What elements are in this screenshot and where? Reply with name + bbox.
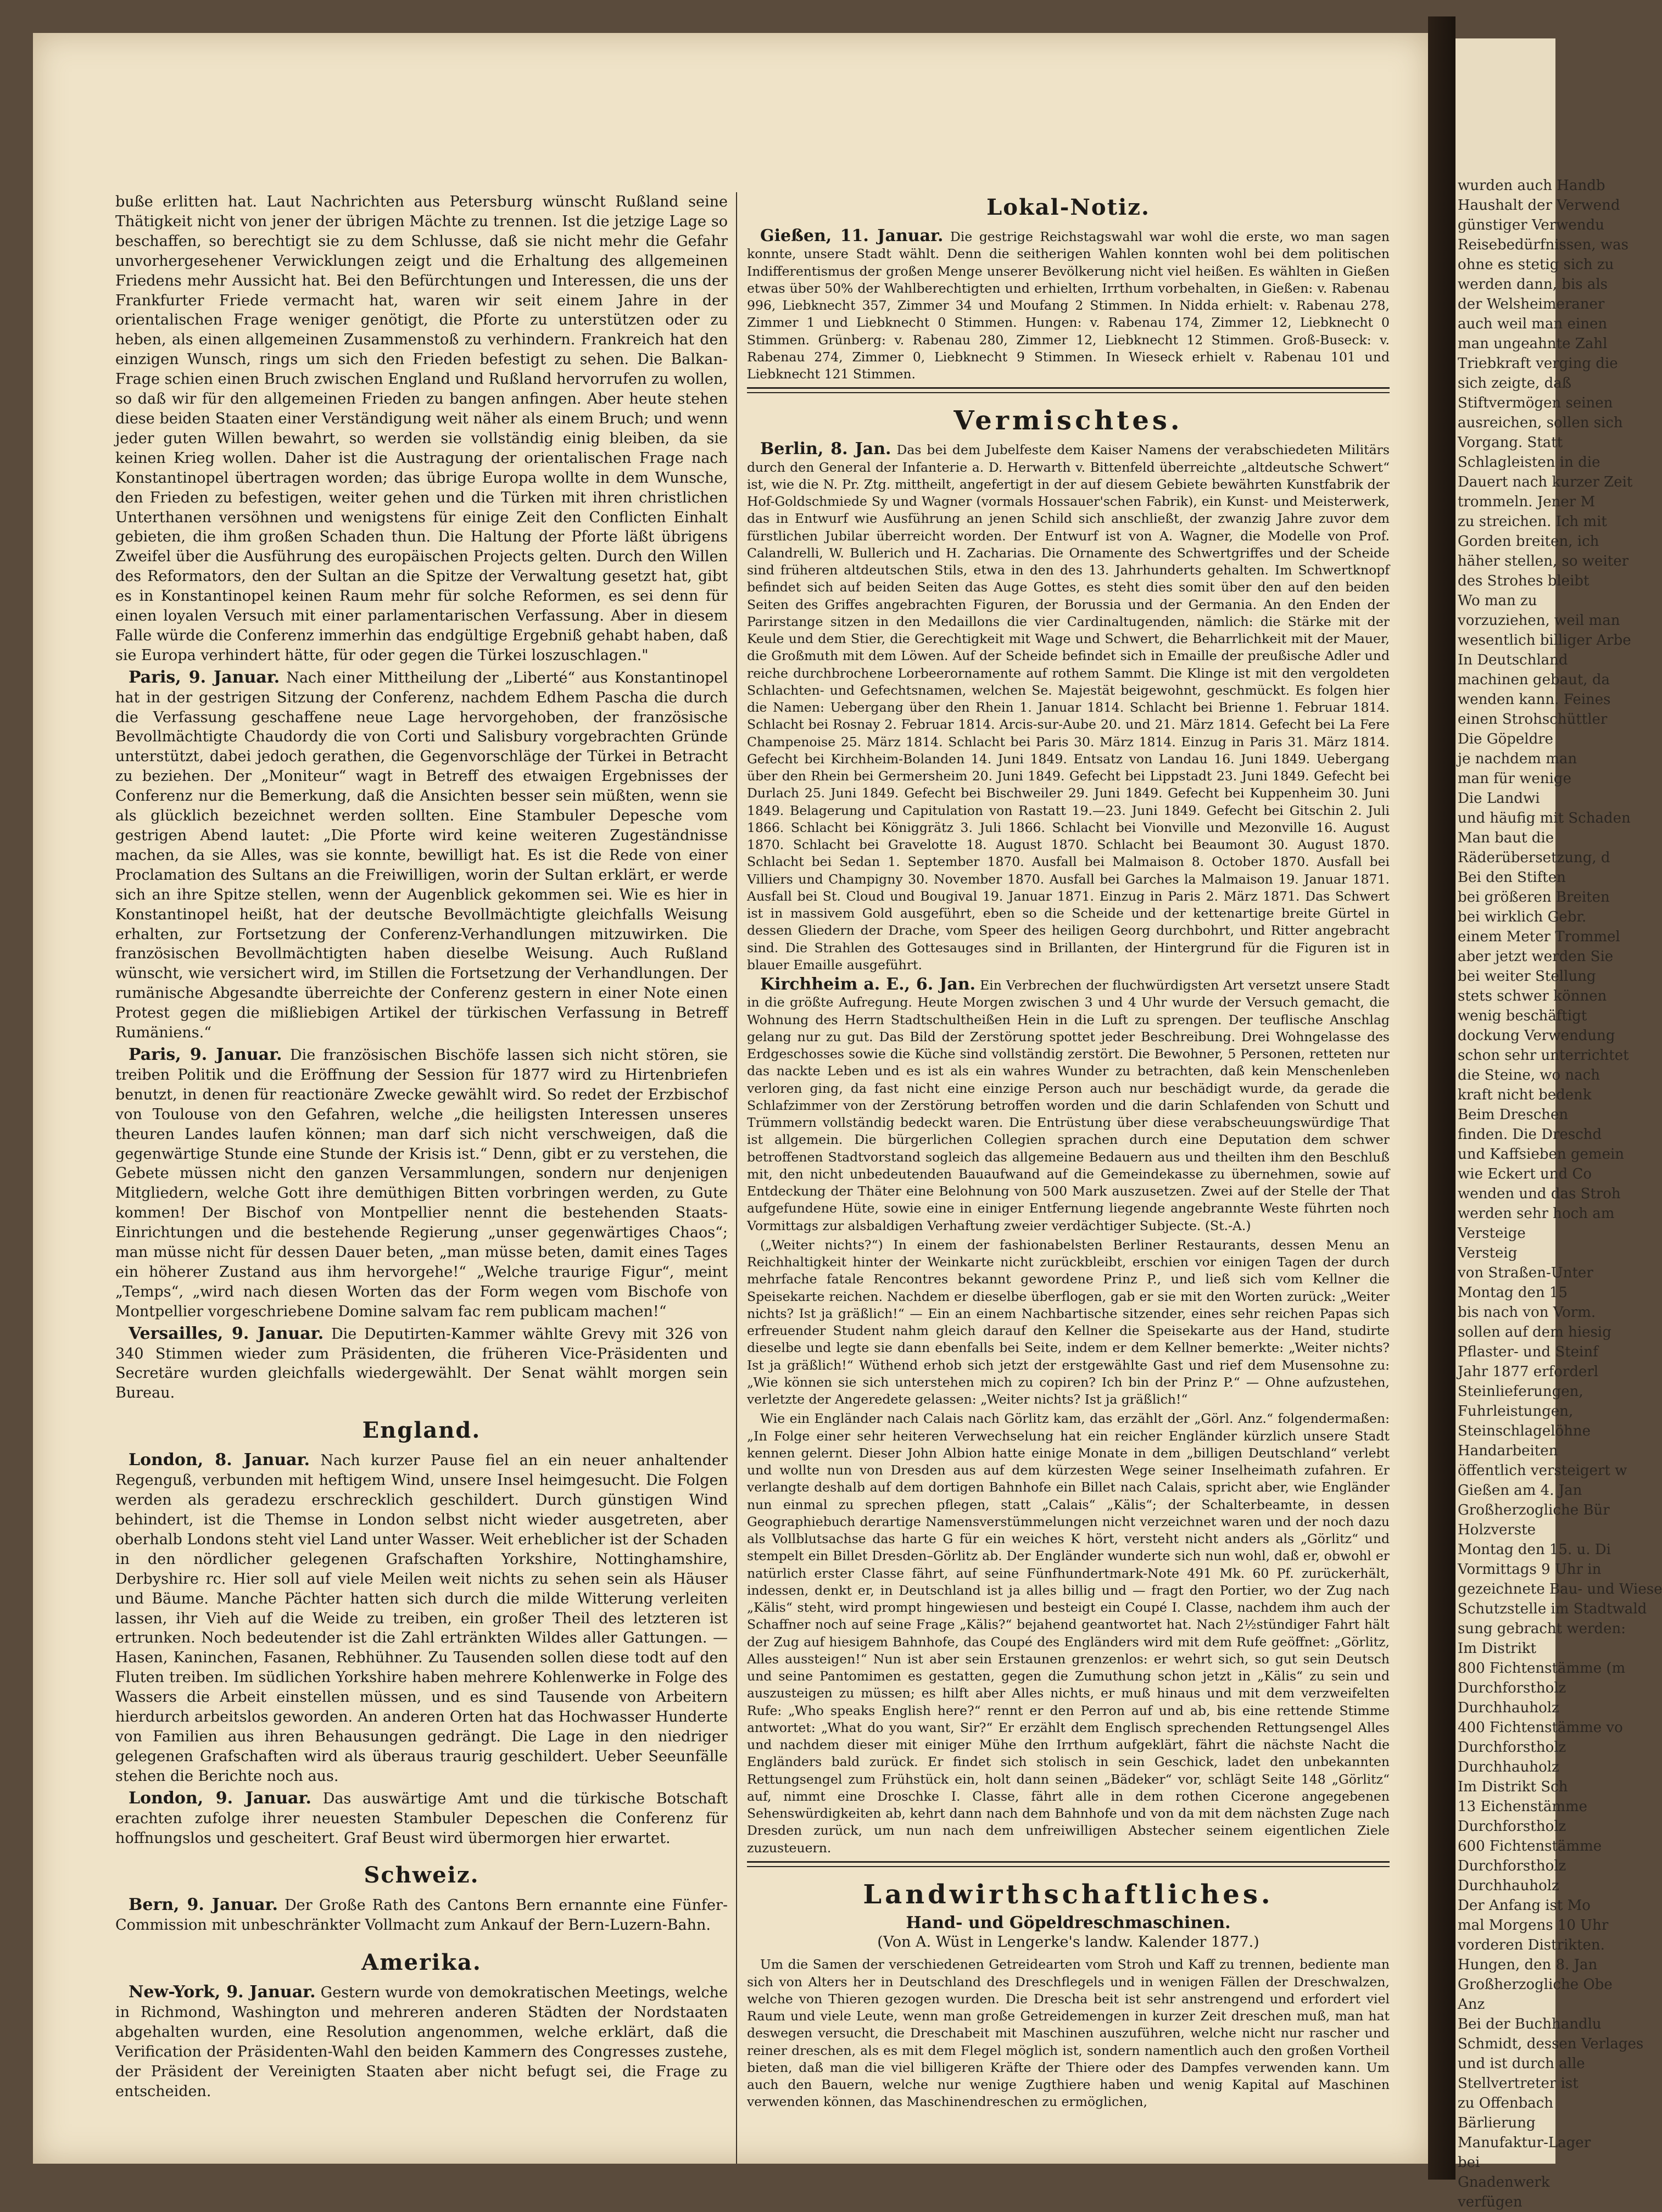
adjacent-page-text-fragment: vorderen Distrikten. xyxy=(1458,1937,1605,1953)
adjacent-page-text-fragment: machinen gebaut, da xyxy=(1458,672,1610,688)
adjacent-page-text-fragment: wenden und das Stroh xyxy=(1458,1186,1621,1202)
article-body: Gestern wurde von demokratischen Meetings, welche in Richmond, Washington und mehreren anderen Städten der Nordstaaten abgehalten wurden, eine Resolution angenommen, welche erklärt, daß die Verification der Präsidenten-Wahl den beiden Kammern des Congresses zustehe, der Präsident der Vereinigten Staaten aber nicht befugt sei, die Frage zu entscheiden. xyxy=(115,1984,728,2100)
adjacent-page-text-fragment: Bei der Buchhandlu xyxy=(1458,2016,1602,2032)
adjacent-page-text-fragment: Durchforstholz xyxy=(1458,1739,1566,1756)
adjacent-page-text-fragment: Durchhauholz xyxy=(1458,1878,1559,1894)
adjacent-page-text-fragment: Haushalt der Verwend xyxy=(1458,197,1620,214)
section-heading-landwirthschaftliches: Landwirthschaftliches. xyxy=(863,1879,1274,1910)
adjacent-page-text-fragment: Montag den 15 xyxy=(1458,1284,1568,1301)
adjacent-page-text-fragment: Durchhauholz xyxy=(1458,1759,1559,1775)
article-berlin xyxy=(747,440,1390,974)
dateline: Versailles, 9. Januar. xyxy=(129,1323,324,1343)
section-heading-schweiz: Schweiz. xyxy=(364,1862,479,1889)
adjacent-page-text-fragment: Handarbeiten xyxy=(1458,1443,1558,1459)
adjacent-page-text-fragment: Fuhrleistungen, xyxy=(1458,1403,1574,1420)
article-landw: Um die Samen der verschiedenen Getreidearten vom Stroh und Kaff zu trennen, bediente man sich von Alters her in Deutschland des Dreschflegels und in wenigen Fällen der Dreschwalzen, welche von Thieren gezogen wurden. Die Drescha beit ist sehr anstrengend und erfordert viel Raum und viele Leute, wenn man große Getreidemengen in kurzer Zeit dreschen muß, man hat deswegen versucht, die Dreschabeit mit Maschinen auszuführen, welche nicht nur rascher und reiner dreschen, als es mit dem Flegel möglich ist, sondern namentlich auch den großen Vortheil bieten, daß man die viel billigeren Kräfte der Thiere oder des Dampfes verwenden kann. Um auch den Bauern, welche nur wenige Zugthiere haben und wenig Kapital auf Maschinen verwenden können, das Maschinendreschen zu ermöglichen, xyxy=(747,1957,1390,2110)
article-turkey-intro: buße erlitten hat. Laut Nachrichten aus Petersburg wünscht Rußland seine Thätigkeit nicht von jener der übrigen Mächte zu trennen. Ist die jetzige Lage so beschaffen, so berechtigt sie zu dem Schlusse, daß sie nicht mehr die Gefahr unvorhergesehener Verwicklungen zeigt und die Erhaltung des allgemeinen Friedens mehr Aussicht hat. Bei den Befürchtungen und Interessen, die uns der Frankfurter Friede vermacht hat, waren wir seit einem Jahre in der orientalischen Frage weniger genötigt, die Pforte zu unterstützen oder zu heben, als einen allgemeinen Zusammenstoß zu verhindern. Frankreich hat den einzigen Wunsch, rings um sich den Frieden befestigt zu sehen. Die Balkan-Frage schien einen Bruch zwischen England und Rußland hervorrufen zu wollen, so daß wir für den allgemeinen Frieden zu bangen anfingen. Aber heute stehen diese beiden Staaten einer Verständigung weit näher als einem Bruch; und wenn jeder guten Willen bewahrt, so werden sie vollständig einig bleiben, da sie keinen Krieg wollen. Daher ist die Austragung der orientalischen Frage nach Konstantinopel übertragen worden; das übrige Europa wollte in dem Wunsche, den Frieden zu befestigen, weiter gehen und die Türken mit ihren christlichen Unterthanen versöhnen und wenigstens für einige Zeit den Conflicten Einhalt gebieten, die ihm großen Schaden thun. Die Haltung der Pforte läßt übrigens Zweifel über die Ausführung des europäischen Projects gelten. Durch den Willen des Reformators, den der Sultan an die Spitze der Verwaltung gesetzt hat, gibt es in Konstantinopel keinen Raum mehr für solche Reformen, es sei denn für einen loyalen Versuch mit einer parlamentarischen Verfassung. Aber in diesem Falle würde die Conferenz immerhin das endgültige Ergebniß gehabt haben, daß sie Europa verhindert hätte, für oder gegen die Türkei loszuschlagen." xyxy=(115,193,728,664)
adjacent-page-text-fragment: bei weiter Stellung xyxy=(1458,968,1596,985)
adjacent-page-text-fragment: Versteige xyxy=(1458,1225,1526,1242)
adjacent-page-text-fragment: sollen auf dem hiesig xyxy=(1458,1324,1611,1340)
newspaper-page xyxy=(33,33,1428,2164)
section-heading-amerika: Amerika. xyxy=(361,1950,482,1976)
adjacent-page-text-fragment: bei xyxy=(1458,2154,1480,2171)
adjacent-page-text-fragment: Montag den 15. u. Di xyxy=(1458,1541,1611,1558)
adjacent-page-text-fragment: bei wirklich Gebr. xyxy=(1458,909,1587,925)
article-body: Nach einer Mittheilung der „Liberté“ aus Konstantinopel hat in der gestrigen Sitzung der Conferenz, nachdem Edhem Pascha die durch die Verfassung geschaffene neue Lage hervorgehoben, der französische Bevollmächtigte Chaudordy die von Corti und Salisbury vorgebrachten Gründe unterstützt, dabei jedoch gerathen, die Gegenvorschläge der Türkei in Betracht zu beziehen. Der „Moniteur“ wagt in Betreff des etwaigen Ergebnisses der Conferenz nur die Bemerkung, daß die Ansichten besser sein müßten, wenn sie als glücklich bezeichnet werden sollten. Eine Stambuler Depesche vom gestrigen Abend lautet: „Die Pforte wird keine weiteren Zugeständnisse machen, da sie Alles, was sie konnte, bewilligt hat. Es ist die Rede von einer Proclamation des Sultans an die Freiwilligen, worin der Sultan erklärt, er werde sich an ihre Spitze stellen, wenn der Augenblick gekommen sei. Wie es hier in Konstantinopel heißt, hat der deutsche Bevollmächtigte gleichfalls Weisung erhalten, zur Fortsetzung der Conferenz-Verhandlungen mitzuwirken. Die französischen Bevollmächtigten haben dieselbe Weisung. Auch Rußland wünscht, wie versichert wird, im Stillen die Fortsetzung der Verhandlungen. Der rumänische Abgesandte überreichte der Conferenz gestern in einer Note einen Protest gegen die mißliebigen Artikel der türkischen Verfassung in Betreff Rumäniens.“ xyxy=(115,669,728,1042)
adjacent-page-text-fragment: Die Landwi xyxy=(1458,790,1540,807)
article-bern xyxy=(115,1895,728,1935)
adjacent-page-text-fragment: bis nach von Vorm. xyxy=(1458,1304,1596,1321)
adjacent-page-text-fragment: sich zeigte, daß xyxy=(1458,375,1572,392)
adjacent-page-text-fragment: Bei den Stiften xyxy=(1458,869,1566,886)
article-london-1 xyxy=(115,1450,728,1786)
adjacent-page-edge xyxy=(1455,38,1662,2210)
article-body: Das bei dem Jubelfeste dem Kaiser Namens der verabschiedeten Militärs durch den General der Infanterie a. D. Herwarth v. Bittenfeld überreichte „altdeutsche Schwert“ ist, wie die N. Pr. Ztg. mittheilt, angefertigt in der auf diesem Gebiete bewährten Kunstfabrik der Hof-Goldschmiede Sy und Wagner (vormals Hossauer'schen Fabrik), ein Kunst- und Meisterwerk, das in Entwurf wie Ausführung an jenen Schild sich anschließt, der zwanzig Jahre zuvor dem fürstlichen Jubilar überreicht worden. Der Entwurf ist von A. Wagner, die Modelle von Prof. Calandrelli, W. Bullerich und H. Zacharias. Die Ornamente des Schwertgriffes und der Scheide sind früheren altdeutschen Stils, etwa in den des 13. Jahrhunderts gehalten. Im Schwertknopf befindet sich auf beiden Seiten das Auge Gottes, es steht dies somit über den auf den beiden Seiten des Griffes angebrachten Figuren, der Borussia und der Germania. An den Enden der Parirstange sitzen in den Medaillons die vier Cardinaltugenden, nämlich: die Stärke mit der Keule und dem Stier, die Gerechtigkeit mit Wage und Schwert, die Beharrlichkeit mit der Mauer, die Großmuth mit dem Löwen. Auf der Scheide befindet sich in Emaille der preußische Adler und reiche durchbrochene Lorbeerornamente auf rothem Sammt. Die Klinge ist mit den vergoldeten Schlachten- und Gefechtsnamen, welchen Se. Majestät beigewohnt, geschmückt. Es folgen hier die Namen: Uebergang über den Rhein 1. Januar 1814. Schlacht bei Brienne 1. Februar 1814. Schlacht bei Rosnay 2. Februar 1814. Arcis-sur-Aube 20. und 21. März 1814. Gefecht bei La Fere Champenoise 25. März 1814. Schlacht bei Paris 30. März 1814. Einzug in Paris 31. März 1814. Gefecht bei Kirchheim-Bolanden 14. Juni 1849. Entsatz von Landau 16. Juni 1849. Uebergang über den Rhein bei Germersheim 20. Juni 1849. Gefecht bei Lippstadt 23. Juni 1849. Gefecht bei Durlach 25. Juni 1849. Gefecht bei Bischweiler 29. Juni 1849. Gefecht bei Kuppenheim 30. Juni 1849. Belagerung und Capitulation von Rastatt 19.—23. Juni 1849. Gefecht bei Gitschin 2. Juli 1866. Schlacht bei Königgrätz 3. Juli 1866. Schlacht bei Vionville und Mezonville 16. August 1870. Schlacht bei Gravelotte 18. August 1870. Schlacht bei Beaumont 30. August 1870. Schlacht bei Sedan 1. September 1870. Ausfall bei Malmaison 8. October 1870. Ausfall bei Villiers und Champigny 30. November 1870. Ausfall bei Garches la Malmaison 19. Januar 1871. Ausfall bei St. Cloud und Bougival 19. Januar 1871. Einzug in Paris 2. März 1871. Das Schwert ist in massivem Gold ausgeführt, eben so die Scheide und der kettenartige breite Gürtel in dessen Gliedern der Drache, vom Speer des heiligen Georg durchbohrt, und Ritter angebracht sind. Die Strahlen des Gottesauges sind in Brillanten, der Hintergrund für die Figuren ist in blauer Emaille ausgeführt. xyxy=(747,442,1390,973)
adjacent-page-text-fragment: häher stellen, so weiter xyxy=(1458,553,1629,569)
adjacent-page-text-fragment: des Strohes bleibt xyxy=(1458,573,1590,589)
adjacent-page-text-fragment: je nachdem man xyxy=(1458,751,1577,767)
adjacent-page-text-fragment: ohne es stetig sich zu xyxy=(1458,256,1614,273)
dateline: London, 9. Januar. xyxy=(129,1788,311,1808)
adjacent-page-text-fragment: Steinlieferungen, xyxy=(1458,1383,1583,1400)
adjacent-page-text-fragment: In Deutschland xyxy=(1458,652,1568,668)
article-london-2 xyxy=(115,1789,728,1848)
adjacent-page-text-fragment: Im Distrikt Sch xyxy=(1458,1779,1568,1795)
adjacent-page-text-fragment: vorzuziehen, weil man xyxy=(1458,612,1620,629)
column-divider xyxy=(736,192,737,2164)
adjacent-page-text-fragment: trommeln. Jener M xyxy=(1458,494,1596,510)
adjacent-page-text-fragment: günstiger Verwendu xyxy=(1458,217,1604,233)
adjacent-page-text-fragment: öffentlich versteigert w xyxy=(1458,1462,1627,1479)
adjacent-page-text-fragment: Räderübersetzung, d xyxy=(1458,850,1610,866)
adjacent-page-text-fragment: werden dann, bis als xyxy=(1458,276,1608,293)
article-paris-2 xyxy=(115,1045,728,1322)
adjacent-page-text-fragment: kraft nicht bedenk xyxy=(1458,1087,1592,1103)
adjacent-page-text-fragment: Reisebedürfnissen, was xyxy=(1458,237,1628,253)
adjacent-page-text-fragment: Gorden breiten, ich xyxy=(1458,533,1599,550)
adjacent-page-text-fragment: und Kaffsieben gemein xyxy=(1458,1146,1625,1163)
adjacent-page-text-fragment: Dauert nach kurzer Zeit xyxy=(1458,474,1633,490)
section-rule xyxy=(747,1861,1390,1867)
dateline: Paris, 9. Januar. xyxy=(129,667,280,687)
adjacent-page-text-fragment: gezeichnete Bau- und Wiese xyxy=(1458,1581,1662,1597)
adjacent-page-text-fragment: Anz xyxy=(1458,1996,1485,2013)
article-body: Die französischen Bischöfe lassen sich nicht stören, sie treiben Politik und die Eröffnung der Session für 1877 wird zu Hirtenbriefen benutzt, in denen für reactionäre Zwecke gewählt wird. So redet der Erzbischof von Toulouse von den Gefahren, welche „die heiligsten Interessen unseres theuren Landes laufen können; man darf sich nicht verschweigen, daß die gegenwärtige Stunde eine Stunde der Krisis ist.“ Denn, gibt er zu verstehen, die Gebete müssen nicht den ganzen Versammlungen, sondern nur denjenigen Mitgliedern, welche Gott ihre demüthigen Bitten vorbringen werden, zu Gute kommen! Der Bischof von Montpellier nennt die bestehenden Staats-Einrichtungen und die bestehende Regierung „unser gegenwärtiges Chaos“; man müsse nicht für dessen Dauer beten, „man müsse beten, damit eines Tages ein höherer Zustand aus ihm hervorgehe!“ „Welche traurige Figur“, meint „Temps“, „wird nach diesen Worten das der Form wegen vom Bischofe von Montpellier vorgeschriebene Domine salvam fac rem publicam machen!“ xyxy=(115,1046,728,1320)
adjacent-page-text-fragment: Gießen am 4. Jan xyxy=(1458,1482,1582,1499)
article-paris-1 xyxy=(115,668,728,1043)
article-body: Der Große Rath des Cantons Bern ernannte eine Fünfer-Commission mit unbeschränkter Vollmacht zum Ankauf der Bern-Luzern-Bahn. xyxy=(115,1897,728,1934)
adjacent-page-text-fragment: stets schwer können xyxy=(1458,988,1607,1004)
adjacent-page-text-fragment: Durchforstholz xyxy=(1458,1818,1566,1835)
adjacent-page-text-fragment: Schlagleisten in die xyxy=(1458,454,1600,471)
adjacent-page-text-fragment: werden sehr hoch am xyxy=(1458,1205,1615,1222)
adjacent-page-text-fragment: wesentlich billiger Arbe xyxy=(1458,632,1631,649)
adjacent-page-text-fragment: Vorgang. Statt xyxy=(1458,434,1563,451)
adjacent-page-text-fragment: schon sehr unterrichtet xyxy=(1458,1047,1629,1064)
dateline: Bern, 9. Januar. xyxy=(129,1895,278,1915)
adjacent-page-text-fragment: ausreichen, sollen sich xyxy=(1458,415,1623,431)
article-body: Die Deputirten-Kammer wählte Grevy mit 326 von 340 Stimmen wieder zum Präsidenten, die früheren Vice-Präsidenten und Secretäre wurden gleichfalls wiedergewählt. Der Senat wählt morgen sein Bureau. xyxy=(115,1325,728,1402)
adjacent-page-text-fragment: Hungen, den 8. Jan xyxy=(1458,1957,1598,1973)
article-subtitle: Hand- und Göpeldreschmaschinen. xyxy=(906,1913,1231,1932)
adjacent-page-text-fragment: verfügen xyxy=(1458,2194,1522,2210)
adjacent-page-text-fragment: sung gebracht werden: xyxy=(1458,1621,1626,1637)
adjacent-page-text-fragment: Versteig xyxy=(1458,1245,1518,1261)
article-giessen xyxy=(747,227,1390,383)
adjacent-page-text-fragment: Schmidt, dessen Verlages xyxy=(1458,2036,1644,2052)
article-body: Die gestrige Reichstagswahl war wohl die erste, wo man sagen konnte, unsere Stadt wählt. Denn die seitherigen Wahlen konnten wohl bei dem politischen Indifferentismus der großen Menge unserer Bevölkerung nicht viel heißen. Es wählten in Gießen etwas über 50% der Wahlberechtigten und erhielten, Irrthum vorbehalten, in Gießen: v. Rabenau 996, Liebknecht 357, Zimmer 34 und Moufang 2 Stimmen. In Nidda erhielt: v. Rabenau 278, Zimmer 1 und Liebknecht 0 Stimmen. Hungen: v. Rabenau 174, Zimmer 12, Liebknecht 0 Stimmen. Grünberg: v. Rabenau 280, Zimmer 12, Liebknecht 12 Stimmen. Groß-Buseck: v. Rabenau 274, Zimmer 0, Liebknecht 9 Stimmen. In Wieseck erhielt v. Rabenau 101 und Liebknecht 121 Stimmen. xyxy=(747,229,1390,382)
adjacent-page-text-fragment: Wo man zu xyxy=(1458,593,1537,609)
adjacent-page-text-fragment: Durchhauholz xyxy=(1458,1700,1559,1716)
dateline: Gießen, 11. Januar. xyxy=(760,226,944,245)
article-source: (Von A. Wüst in Lengerke's landw. Kalender 1877.) xyxy=(877,1934,1259,1951)
book-spine xyxy=(1428,16,1455,2180)
adjacent-page-text-fragment: auch weil man einen xyxy=(1458,316,1608,332)
adjacent-page-text-fragment: zu streichen. Ich mit xyxy=(1458,513,1607,530)
adjacent-page-text-fragment: wie Eckert und Co xyxy=(1458,1166,1592,1182)
adjacent-page-text-fragment: Stellvertreter ist xyxy=(1458,2075,1579,2092)
section-heading-england: England. xyxy=(362,1417,481,1444)
dateline: Berlin, 8. Jan. xyxy=(760,439,891,459)
adjacent-page-text-fragment: Triebkraft verging die xyxy=(1458,355,1618,372)
adjacent-page-text-fragment: 600 Fichtenstämme xyxy=(1458,1838,1602,1854)
adjacent-page-text-fragment: Manufaktur-Lager xyxy=(1458,2135,1591,2151)
adjacent-page-text-fragment: Der Anfang ist Mo xyxy=(1458,1897,1591,1914)
section-rule xyxy=(747,387,1390,393)
adjacent-page-text-fragment: Die Göpeldre xyxy=(1458,731,1554,747)
article-newyork xyxy=(115,1982,728,2101)
article-versailles xyxy=(115,1324,728,1404)
article-lead: Wie ein Engländer xyxy=(760,1411,883,1427)
article-body: nach Calais nach Görlitz kam, das erzählt der „Görl. Anz.“ folgendermaßen: „In Folge einer sehr heiteren Verwechselung hat ein reicher Engländer kürzlich unsere Stadt kennen gelernt. Dieser John Albion hatte einige Monate in dem „billigen Deutschland“ verlebt und wollte nun von Dresden aus auf dem kürzesten Wege seiner Inselheimath zufahren. Er verlangte deshalb auf dem dortigen Bahnhofe ein Billet nach Calais, spricht aber, wie Engländer nun einmal zu sprechen pflegen, statt „Calais“ „Kälis“; der Schalterbeamte, in dessen Geographiebuch derartige Namensverstümmelungen nicht verzeichnet waren und der noch dazu als Vollblutsachse das harte G für ein weiches K hört, versteht nicht anders als „Görlitz“ und stempelt ein Billet Dresden–Görlitz ab. Der Engländer wunderte sich nun wohl, daß er, obwohl er natürlich erster Classe fährt, auf seine Fünfhundertmark-Note 491 Mk. 60 Pf. zurückerhält, indessen, denkt er, in Deutschland ist ja alles billig und — fragt den Portier, wo der Zug nach „Kälis“ steht, wird prompt hingewiesen und besteigt ein Coupé I. Classe, nachdem ihm auch der Schaffner noch auf seine Frage „Kälis?“ bejahend geantwortet hat. Nach 2½stündiger Fahrt hält der Zug auf hiesigem Bahnhofe, das Coupé des Engländers wird mit dem Rufe geöffnet: „Görlitz, Alles aussteigen!“ Nun ist aber sein Erstaunen grenzenlos: er wehrt sich, so gut sein Deutsch und seine Pantomimen es gestatten, gegen die Zumuthung schon jetzt in „Kälis“ zu sein und auszusteigen zu müssen; es hilft aber Alles nichts, er muß hinaus und mit dem verzweifelten Rufe: „Who speaks English here?“ rennt er den Perron auf und ab, bis eine rettende Stimme antwortet: „What do you want, Sir?“ Er erzählt dem Englisch sprechenden Rettungsengel Alles und nachdem dieser mit einiger Mühe den Irrthum aufgeklärt, fährt die nächste Nacht die Engländers bald zurück. Er findet sich stolisch in sein Geschick, ladet den unbekannten Rettungsengel zum Frühstück ein, holt dann seinen „Bädeker“ vor, schlägt Seite 148 „Görlitz“ auf, nimmt eine Droschke I. Classe, fährt alle in dem rothen Cicerone angegebenen Sehenswürdigkeiten ab, kehrt dann nach dem Bahnhofe und von da mit dem nächsten Zuge nach Dresden zurück, um nun nach dem unfreiwilligen Abstecher seinem eigentlichen Ziele zuzusteuern. xyxy=(747,1411,1390,1856)
adjacent-page-text-fragment: der Welsheimeraner xyxy=(1458,296,1605,312)
left-column xyxy=(115,192,728,2104)
adjacent-page-text-fragment: 400 Fichtenstämme vo xyxy=(1458,1719,1623,1736)
adjacent-page-text-fragment: bei größeren Breiten xyxy=(1458,889,1610,906)
adjacent-page-text-fragment: mal Morgens 10 Uhr xyxy=(1458,1917,1609,1934)
adjacent-page-text-fragment: zu Offenbach xyxy=(1458,2095,1554,2112)
article-kirchheim xyxy=(747,976,1390,1235)
adjacent-page-text-fragment: dockung Verwendung xyxy=(1458,1027,1615,1044)
adjacent-page-text-fragment: einen Strohschüttler xyxy=(1458,711,1608,728)
adjacent-page-text-fragment: wenig beschäftigt xyxy=(1458,1008,1587,1024)
dateline: London, 8. Januar. xyxy=(129,1450,310,1470)
adjacent-page-text-fragment: Beim Dreschen xyxy=(1458,1107,1569,1123)
adjacent-page-text-fragment: Großherzogliche Obe xyxy=(1458,1976,1613,1993)
article-lead: („Weiter nichts?“) xyxy=(760,1237,883,1253)
adjacent-page-text-fragment: aber jetzt werden Sie xyxy=(1458,948,1614,965)
article-body: In einem der fashionabelsten Berliner Restaurants, dessen Menu an Reichhaltigkeit hinter der Weinkarte nicht zurückbleibt, erschien vor einigen Tagen der durch mehrfache fatale Rencontres bekannt gewordene Prinz P., und ließ sich vom Kellner die Speisekarte reichen. Nachdem er dieselbe überflogen, gab er sie mit den Worten zurück: „Weiter nichts? Ist ja gräßlich!“ — Ein an einem Nachbartische sitzender, eines sehr reichen Papas sich erfreuender Student nahm gleich darauf den Kellner die Speisekarte aus der Hand, studirte dieselbe und legte sie dann ebenfalls bei Seite, indem er dem Kellner bemerkte: „Weiter nichts? Ist ja gräßlich!“ Wüthend erhob sich jetzt der erstgewählte Gast und rief dem Musensohne zu: „Wie können sie sich unterstehen mich zu copiren? Ich bin der Prinz P.“ — Ohne aufzustehen, verletzte der Angeredete gelassen: „Weiter nichts? Ist ja gräßlich!“ xyxy=(747,1237,1390,1407)
adjacent-page-text-fragment: Man baut die xyxy=(1458,830,1554,846)
adjacent-page-text-fragment: und häufig mit Schaden xyxy=(1458,810,1631,826)
adjacent-page-text-fragment: Durchforstholz xyxy=(1458,1680,1566,1696)
adjacent-page-text-fragment: einem Meter Trommel xyxy=(1458,929,1620,945)
dateline: Paris, 9. Januar. xyxy=(129,1044,282,1064)
adjacent-page-text-fragment: Pflaster- und Steinf xyxy=(1458,1344,1598,1360)
section-heading-lokal: Lokal-Notiz. xyxy=(986,194,1150,220)
article-body: Ein Verbrechen der fluchwürdigsten Art versetzt unsere Stadt in die größte Aufregung. Heute Morgen zwischen 3 und 4 Uhr wurde der Versuch gemacht, die Wohnung des Herrn Stadtschultheißen Hein in die Luft zu sprengen. Der teuflische Anschlag gelang nur zu gut. Das Bild der Zerstörung spottet jeder Beschreibung. Drei Wohngelasse des Erdgeschosses sowie die Küche sind vollständig zerstört. Die Bewohner, 5 Personen, retteten nur das nackte Leben und es ist als ein wahres Wunder zu betrachten, daß kein Menschenleben verloren ging, da fast nicht eine einzige Person auch nur beschädigt wurde, da gerade die Schlafzimmer von der Zerstörung betroffen worden und die darin Schlafenden von Schutt und Trümmern vollständig bedeckt waren. Die Entrüstung über diese verabscheuungswürdige That ist allgemein. Die bürgerlichen Collegien sprachen durch eine Deputation dem schwer betroffenen Stadtvorstand sogleich das allgemeine Bedauern aus und theilten ihm den Beschluß mit, den nicht unbedeutenden Bauaufwand auf die Gemeindekasse zu übernehmen, sowie auf Entdeckung der Thäter eine Belohnung von 500 Mark auszusetzen. Zwei auf der Stelle der That aufgefundene Hüte, sowie eine in einiger Entfernung liegende angebrannte Weste führten noch Vormittags zur alsbaldigen Verhaftung zweier verdächtiger Subjecte. (St.-A.) xyxy=(747,977,1390,1233)
adjacent-page-text-fragment: von Straßen-Unter xyxy=(1458,1265,1593,1281)
adjacent-page-text-fragment: Gnadenwerk xyxy=(1458,2174,1550,2191)
adjacent-page-text-fragment: man ungeahnte Zahl xyxy=(1458,336,1608,352)
article-englaender xyxy=(747,1410,1390,1857)
article-body: Nach kurzer Pause fiel an ein neuer anhaltender Regenguß, verbunden mit heftigem Wind, unsere Insel heimgesucht. Die Folgen werden als geradezu erschrecklich geschildert. Durch günstigen Wind behindert, ist die Themse in London selbst nicht wieder ausgetreten, aber oberhalb Londons steht viel Land unter Wasser. Weit erheblicher ist der Schaden in den nördlicher gelegenen Grafschaften Yorkshire, Nottinghamshire, Derbyshire rc. Hier soll auf viele Meilen weit nichts zu sehen sein als Häuser und Bäume. Manche Pächter hatten sich durch die milde Witterung verleiten lassen, ihr Vieh auf die Weide zu treiben, ein großer Theil des letzteren ist ertrunken. Noch bedeutender ist die Zahl ertränkten Wildes aller Gattungen. — Hasen, Kaninchen, Fasanen, Rebhühner. Zu Tausenden sollen diese todt auf den Fluten treiben. Im südlichen Yorkshire haben mehrere Kohlenwerke in Folge des Wassers die Arbeit einstellen müssen, und es sind Tausende von Arbeitern hierdurch arbeitslos geworden. An anderen Orten hat das Hochwasser Hunderte von Familien aus ihren Behausungen gedrängt. Die Lage in den niedriger gelegenen Grafschaften wird als überaus traurig geschildert. Ueber Seeunfälle stehen die Berichte noch aus. xyxy=(115,1452,728,1785)
adjacent-page-text-fragment: Großherzogliche Bür xyxy=(1458,1502,1610,1518)
adjacent-page-text-fragment: 13 Eichenstämme xyxy=(1458,1798,1588,1815)
adjacent-page-text-fragment: und ist durch alle xyxy=(1458,2055,1585,2072)
adjacent-page-text-fragment: wenden kann. Feines xyxy=(1458,691,1611,708)
adjacent-page-text-fragment: Jahr 1877 erforderl xyxy=(1458,1364,1599,1380)
adjacent-page-text-fragment: Vormittags 9 Uhr in xyxy=(1458,1561,1602,1578)
adjacent-page-text-fragment: finden. Die Dreschd xyxy=(1458,1126,1602,1143)
adjacent-page-text-fragment: Stiftvermögen seinen xyxy=(1458,395,1613,411)
adjacent-page-text-fragment: Im Distrikt xyxy=(1458,1640,1537,1657)
adjacent-page-text-fragment: Bärlierung xyxy=(1458,2115,1536,2131)
section-heading-vermischtes: Vermischtes. xyxy=(953,405,1183,437)
adjacent-page-text-fragment: 800 Fichtenstämme (m xyxy=(1458,1660,1626,1677)
adjacent-page-text-fragment: wurden auch Handb xyxy=(1458,177,1605,194)
adjacent-page-text-fragment: Steinschlagelöhne xyxy=(1458,1423,1591,1439)
article-body: Das auswärtige Amt und die türkische Botschaft erachten zufolge ihrer neuesten Stambuler Depeschen die Conferenz für hoffnungslos und gescheitert. Graf Beust wird übermorgen hier erwartet. xyxy=(115,1790,728,1847)
adjacent-page-text-fragment: man für wenige xyxy=(1458,770,1571,787)
adjacent-page-text-fragment: Schutzstelle im Stadtwald xyxy=(1458,1601,1647,1617)
adjacent-page-text-fragment: Durchforstholz xyxy=(1458,1858,1566,1874)
dateline: Kirchheim a. E., 6. Jan. xyxy=(760,975,976,994)
adjacent-page-text-fragment: Holzverste xyxy=(1458,1522,1536,1538)
dateline: New-York, 9. Januar. xyxy=(129,1982,316,2002)
right-column xyxy=(747,192,1390,2113)
article-weiter-nichts xyxy=(747,1237,1390,1409)
adjacent-page-text-fragment: die Steine, wo nach xyxy=(1458,1067,1600,1083)
